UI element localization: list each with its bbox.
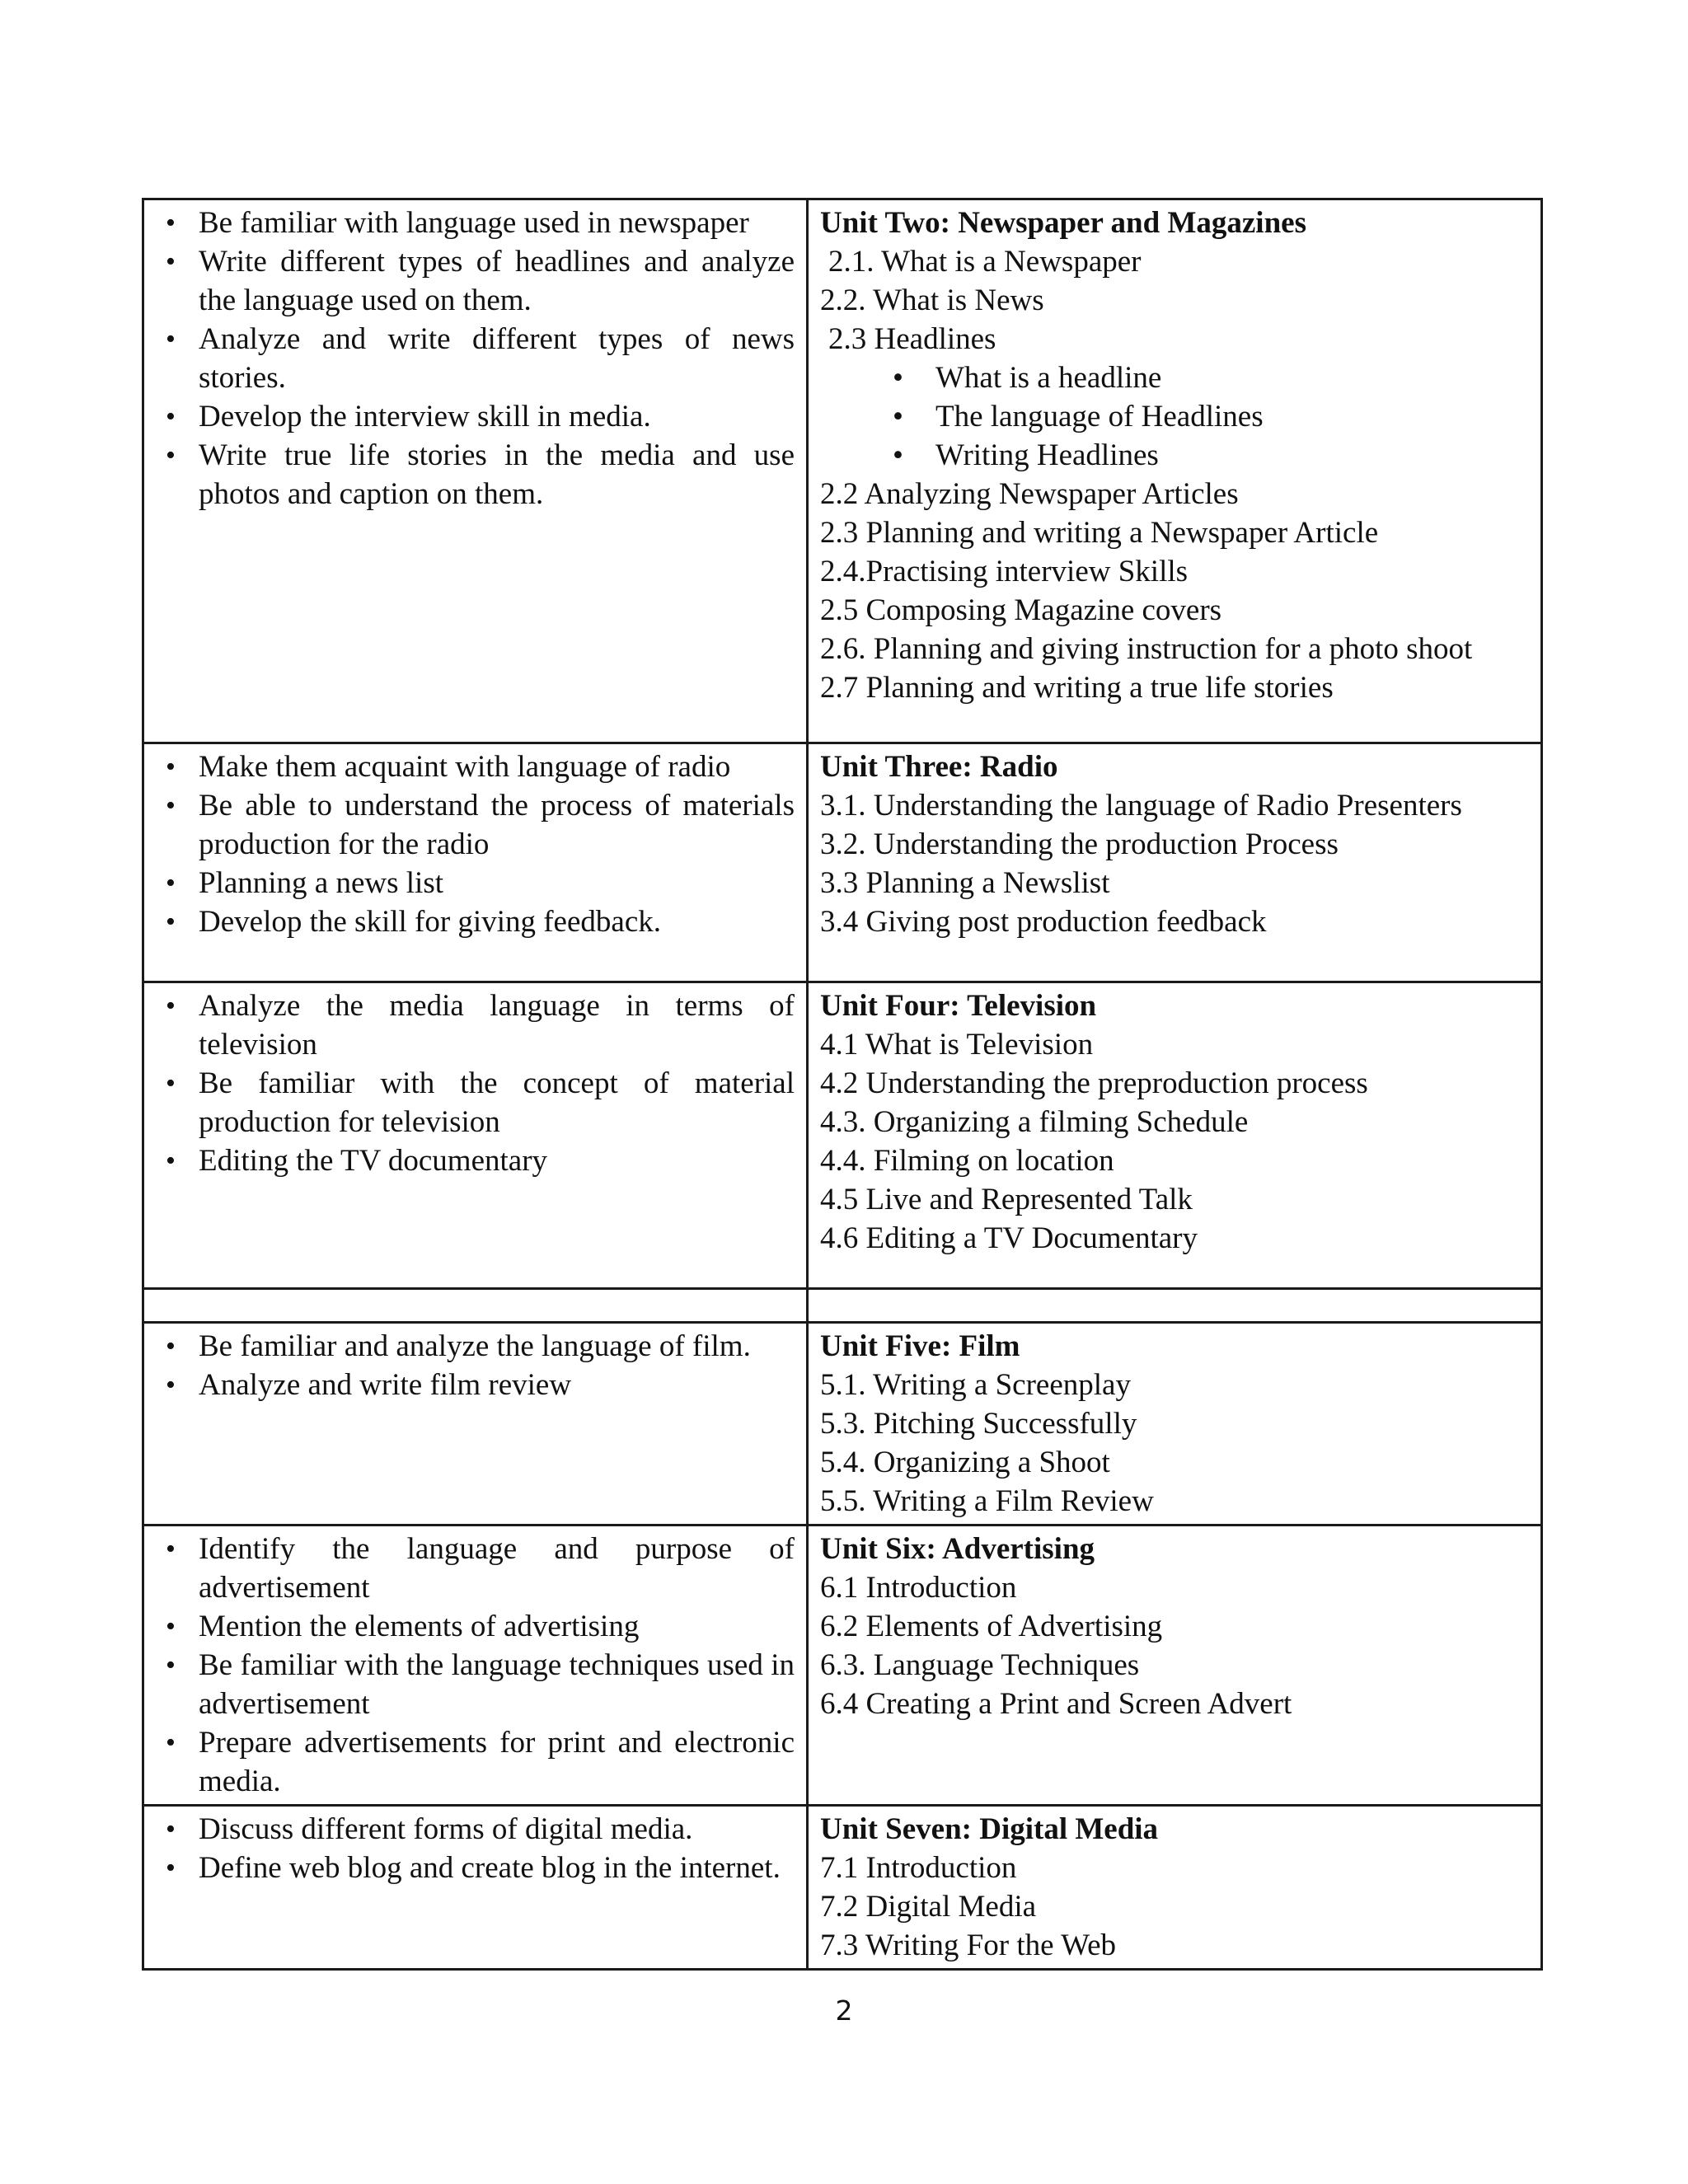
topic-item: 4.5 Live and Represented Talk: [820, 1183, 1193, 1216]
content-cell: [808, 743, 1542, 982]
topic-item: 2.1. What is a Newspaper: [828, 245, 1142, 279]
objective-item: • Identify the language and purpose of advertisement: [199, 1530, 795, 1607]
unit-title: Unit Six: Advertising: [820, 1532, 1095, 1566]
topic-item: 3.4 Giving post production feedback: [820, 905, 1267, 939]
objectives-list: [156, 1327, 795, 1404]
unit-row-advertising: [143, 1526, 1542, 1806]
topic-item: 5.5. Writing a Film Review: [820, 1484, 1154, 1518]
objectives-cell: [143, 199, 808, 743]
objectives-list: [156, 1530, 795, 1801]
content-cell: [808, 199, 1542, 743]
objectives-list: [156, 204, 795, 513]
topic-item: 7.1 Introduction: [820, 1851, 1017, 1885]
topic-item: 3.2. Understanding the production Process: [820, 827, 1339, 861]
topic-item: 2.3 Planning and writing a Newspaper Article: [820, 516, 1379, 550]
topic-item: 5.3. Pitching Successfully: [820, 1407, 1137, 1441]
unit-title: Unit Four: Television: [820, 989, 1097, 1023]
objective-item: • Be familiar and analyze the language of film.: [199, 1327, 795, 1366]
objectives-list: [156, 748, 795, 941]
topic-item: 6.1 Introduction: [820, 1571, 1017, 1605]
topic-item: 4.4. Filming on location: [820, 1144, 1114, 1178]
objective-item: • Analyze and write film review: [199, 1366, 795, 1404]
objective-item: • Analyze the media language in terms of television: [199, 987, 795, 1064]
subtopic-item: • The language of Headlines: [935, 397, 1529, 436]
unit-row-film: [143, 1323, 1542, 1526]
unit-row-digital-media: [143, 1806, 1542, 1970]
unit-row-television: [143, 982, 1542, 1289]
objective-item: • Make them acquaint with language of radio: [199, 748, 795, 786]
unit-title: Unit Two: Newspaper and Magazines: [820, 206, 1306, 240]
curriculum-table: [142, 198, 1543, 1971]
topic-item: 2.3 Headlines: [828, 322, 996, 356]
objective-item: • Be familiar with the concept of material production for television: [199, 1064, 795, 1141]
unit-row-newspaper: [143, 199, 1542, 743]
objectives-cell: [143, 1323, 808, 1526]
topic-item: 2.4.Practising interview Skills: [820, 555, 1189, 588]
empty-cell: [808, 1289, 1542, 1323]
content-cell: [808, 1323, 1542, 1526]
topic-item: 6.2 Elements of Advertising: [820, 1610, 1163, 1643]
objective-item: • Editing the TV documentary: [199, 1141, 795, 1180]
objective-item: • Planning a news list: [199, 864, 795, 902]
topic-item: 4.2 Understanding the preproduction process: [820, 1066, 1368, 1100]
topic-item: 2.7 Planning and writing a true life stories: [820, 671, 1334, 705]
content-cell: [808, 982, 1542, 1289]
unit-title: Unit Three: Radio: [820, 750, 1058, 784]
topic-item: 2.2. What is News: [820, 284, 1044, 317]
content-cell: [808, 1526, 1542, 1806]
objective-item: • Prepare advertisements for print and electronic media.: [199, 1723, 795, 1801]
topic-item: 2.6. Planning and giving instruction for a photo shoot: [820, 632, 1473, 666]
content-cell: [808, 1806, 1542, 1970]
topic-item: 2.5 Composing Magazine covers: [820, 593, 1222, 627]
topic-item: 7.2 Digital Media: [820, 1890, 1037, 1924]
topic-item: 6.3. Language Techniques: [820, 1648, 1140, 1682]
unit-row-radio: [143, 743, 1542, 982]
topic-item: 7.3 Writing For the Web: [820, 1929, 1116, 1962]
topic-item: 3.1. Understanding the language of Radio Presenters: [820, 789, 1462, 823]
objective-item: • Write true life stories in the media and use photos and caption on them.: [199, 436, 795, 513]
objectives-cell: [143, 982, 808, 1289]
objective-item: • Discuss different forms of digital media.: [199, 1810, 795, 1849]
objective-item: • Mention the elements of advertising: [199, 1607, 795, 1646]
objective-item: • Write different types of headlines and analyze the language used on them.: [199, 242, 795, 320]
page-number: 2: [835, 1994, 853, 2027]
objective-item: • Develop the skill for giving feedback.: [199, 902, 795, 941]
subtopic-item: • What is a headline: [935, 359, 1529, 397]
subtopic-item: • Writing Headlines: [935, 436, 1529, 475]
objectives-list: [156, 987, 795, 1180]
topic-item: 5.1. Writing a Screenplay: [820, 1368, 1131, 1402]
objective-item: • Be able to understand the process of materials production for the radio: [199, 786, 795, 864]
objectives-list: [156, 1810, 795, 1887]
topic-item: 5.4. Organizing a Shoot: [820, 1446, 1110, 1479]
unit-title: Unit Five: Film: [820, 1329, 1020, 1363]
objective-item: • Define web blog and create blog in the internet.: [199, 1849, 795, 1887]
topic-item: 4.6 Editing a TV Documentary: [820, 1221, 1198, 1255]
empty-cell: [143, 1289, 808, 1323]
objective-item: • Develop the interview skill in media.: [199, 397, 795, 436]
objective-item: • Be familiar with the language techniques used in advertisement: [199, 1646, 795, 1723]
objectives-cell: [143, 743, 808, 982]
topic-item: 3.3 Planning a Newslist: [820, 866, 1110, 900]
objectives-cell: [143, 1806, 808, 1970]
unit-title: Unit Seven: Digital Media: [820, 1812, 1159, 1846]
empty-row: [143, 1289, 1542, 1323]
objective-item: • Be familiar with language used in newspaper: [199, 204, 795, 242]
objectives-cell: [143, 1526, 808, 1806]
subtopic-list: [820, 359, 1529, 475]
topic-item: 2.2 Analyzing Newspaper Articles: [820, 477, 1239, 511]
objective-item: • Analyze and write different types of news stories.: [199, 320, 795, 397]
topic-item: 4.3. Organizing a filming Schedule: [820, 1105, 1249, 1139]
topic-item: 4.1 What is Television: [820, 1028, 1094, 1062]
topic-item: 6.4 Creating a Print and Screen Advert: [820, 1687, 1292, 1721]
